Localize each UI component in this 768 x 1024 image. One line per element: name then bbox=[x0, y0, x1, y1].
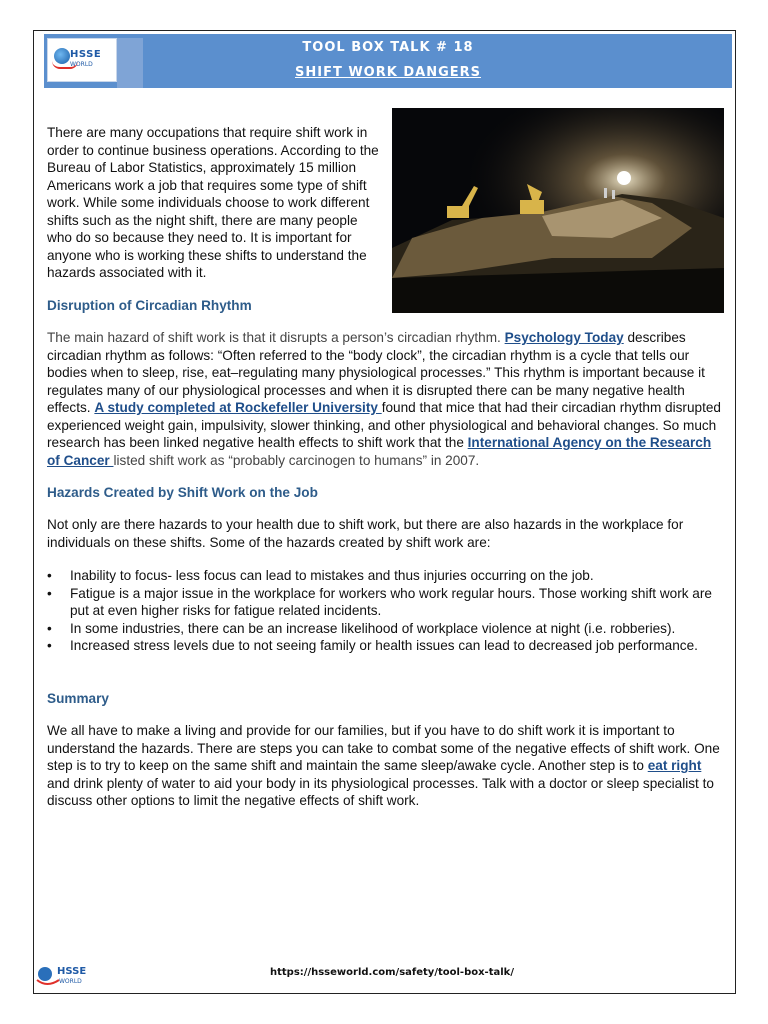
circadian-text-c: found that mice that had their circadian rhythm disrupted experienced weight gain, impulsivity, slower thinking, and other physiological and behavioral changes. So much research has been linked negative health effects to shift work that the bbox=[47, 400, 721, 450]
list-item bbox=[47, 637, 727, 655]
list-item bbox=[47, 585, 727, 620]
list-item-text: Increased stress levels due to not seeing family or health issues can lead to decreased job performance. bbox=[70, 638, 698, 653]
hazards-intro-paragraph: Not only are there hazards to your health due to shift work, but there are also hazards in the workplace for individuals on these shifts. Some of the hazards created by shift work are: bbox=[47, 517, 684, 550]
night-construction-photo bbox=[392, 108, 724, 313]
circadian-text-d: listed shift work as “probably carcinogen to humans” in 2007. bbox=[113, 452, 480, 468]
rockefeller-study-link[interactable]: A study completed at Rockefeller University bbox=[94, 400, 382, 415]
logo-subtext: WORLD bbox=[70, 61, 93, 68]
bullet-icon: • bbox=[47, 638, 52, 653]
list-item-text: In some industries, there can be an increase likelihood of workplace violence at night (i.e. robberies). bbox=[70, 620, 676, 636]
intro-paragraph: There are many occupations that require shift work in order to continue business operations. According to the Bureau of Labor Statistics, approximately 15 million Americans work a job that requires some type of shift work. While some individuals choose to work different shifts such as the night shift, there are many people who do so because they need to. It is important for anyone who is working these shifts to understand the hazards associated with it. bbox=[47, 125, 379, 280]
photo-illustration bbox=[392, 108, 724, 313]
list-item bbox=[47, 567, 727, 585]
circadian-text-b: describes circadian rhythm as follows: “Often referred to the “body clock”, the circadian rhythm is a cycle that tells our bodies when to sleep, rise, eat–regulating many physiological processes.” This rhythm is important because it regulates many of our physiological processes and when it is disrupted there can be many negative health effects. bbox=[47, 330, 705, 415]
heading-hazards: Hazards Created by Shift Work on the Job bbox=[47, 485, 318, 500]
footer-logo-subtext: WORLD bbox=[59, 978, 82, 985]
list-item-text: Inability to focus- less focus can lead to mistakes and thus injuries occurring on the job. bbox=[70, 568, 594, 583]
bullet-icon: • bbox=[47, 620, 52, 636]
list-item-text: Fatigue is a major issue in the workplace for workers who work regular hours. Those working shift work are put at even higher risks for fatigue related incidents. bbox=[70, 585, 712, 618]
circadian-paragraph bbox=[47, 329, 727, 469]
summary-paragraph bbox=[47, 722, 727, 810]
summary-text-b: and drink plenty of water to aid your body in its physiological processes. Talk with a doctor or sleep specialist to discuss other options to limit the negative effects of shift work. bbox=[47, 775, 714, 808]
eat-right-link[interactable]: eat right bbox=[647, 758, 702, 773]
bullet-icon: • bbox=[47, 585, 52, 601]
heading-summary: Summary bbox=[47, 691, 109, 706]
psychology-today-link[interactable]: Psychology Today bbox=[504, 330, 624, 345]
footer-url-link[interactable]: https://hsseworld.com/safety/tool-box-talk/ bbox=[270, 967, 514, 978]
circadian-text-a: The main hazard of shift work is that it disrupts a person’s circadian rhythm. bbox=[47, 330, 505, 345]
footer-logo bbox=[35, 962, 97, 990]
document-subtitle: SHIFT WORK DANGERS bbox=[294, 65, 481, 80]
footer-logo-text: HSSE bbox=[57, 966, 87, 977]
iarc-link[interactable]: International Agency on the Research of Cancer bbox=[47, 435, 712, 468]
summary-text-a: We all have to make a living and provide for our families, but if you have to do shift work it is important to understand the hazards. There are steps you can take to combat some of the negative effects of shift work. One step is to try to keep on the same shift and maintain the same sleep/awake cycle. Another step is to bbox=[47, 723, 720, 773]
list-item bbox=[47, 620, 727, 638]
document-title: TOOL BOX TALK # 18 bbox=[302, 40, 474, 55]
heading-circadian: Disruption of Circadian Rhythm bbox=[47, 298, 252, 313]
bullet-icon: • bbox=[47, 568, 52, 583]
hazards-list bbox=[47, 567, 727, 655]
logo-text: HSSE bbox=[70, 49, 102, 60]
